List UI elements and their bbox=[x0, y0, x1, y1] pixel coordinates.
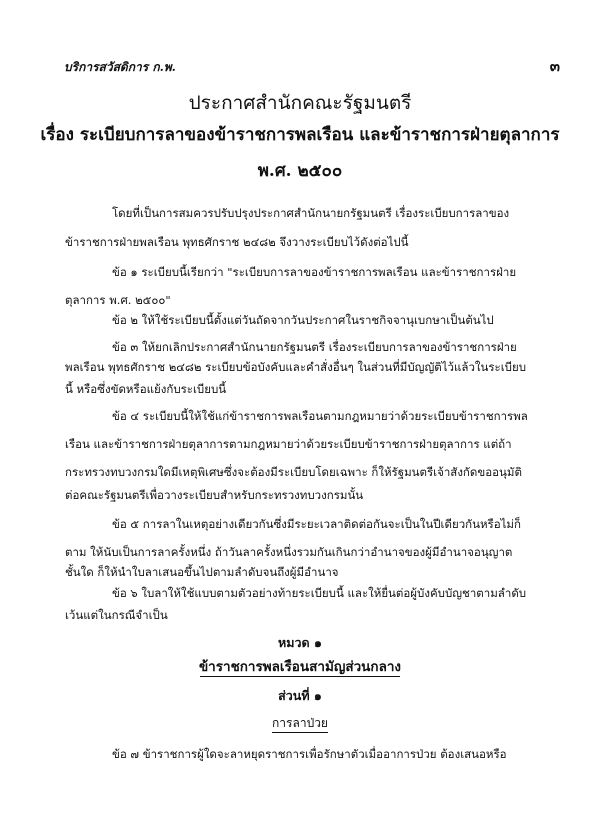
body-line: พลเรือน พุทธศักราช ๒๔๘๒ ระเบียบข้อบังคับและคำสั่งอื่นๆ ในส่วนที่มีบัญญัติไว้แล้วในระเบียบ bbox=[65, 360, 527, 374]
body-line: เรือน และข้าราชการฝ่ายตุลาการตามกฎหมายว่าด้วยระเบียบข้าราชการฝ่ายตุลาการ แต่ถ้า bbox=[65, 437, 512, 451]
year-title: พ.ศ. ๒๕๐๐ bbox=[257, 161, 343, 181]
body-line: ข้อ ๑ ระเบียบนี้เรียกว่า "ระเบียบการลาของข้าราชการพลเรือน และข้าราชการฝ่าย bbox=[112, 265, 517, 279]
body-line: ตุลาการ พ.ศ. ๒๕๐๐" bbox=[65, 293, 171, 307]
topic-underline bbox=[272, 732, 328, 733]
body-line: ข้อ ๒ ให้ใช้ระเบียบนี้ตั้งแต่วันถัดจากวันประกาศในราชกิจจานุเบกษาเป็นต้นไป bbox=[112, 313, 494, 327]
body-line: ข้าราชการฝ่ายพลเรือน พุทธศักราช ๒๔๘๒ จึงวางระเบียบไว้ดังต่อไปนี้ bbox=[65, 235, 409, 249]
topic-heading: การลาป่วย bbox=[272, 716, 328, 730]
body-line: ข้อ ๔ ระเบียบนี้ให้ใช้แก่ข้าราชการพลเรือนตามกฎหมายว่าด้วยระเบียบข้าราชการพล bbox=[112, 409, 528, 423]
body-line: ข้อ ๕ การลาในเหตุอย่างเดียวกันซึ่งมีระยะเวลาติดต่อกันจะเป็นในปีเดียวกันหรือไม่ก็ bbox=[112, 517, 521, 531]
body-line: ข้อ ๖ ใบลาให้ใช้แบบตามตัวอย่างท้ายระเบียบนี้ และให้ยื่นต่อผู้บังคับบัญชาตามลำดับ bbox=[112, 586, 527, 600]
part-heading: ส่วนที่ ๑ bbox=[278, 688, 322, 703]
running-header: บริการสวัสดิการ ก.พ. bbox=[64, 60, 176, 74]
body-line: กระทรวงทบวงกรมใดมีเหตุพิเศษซึ่งจะต้องมีระเบียบโดยเฉพาะ ก็ให้รัฐมนตรีเจ้าสังกัดขออนุมัติ bbox=[65, 465, 522, 479]
body-line: เว้นแต่ในกรณีจำเป็น bbox=[65, 608, 168, 622]
body-line: ข้อ ๗ ข้าราชการผู้ใดจะลาหยุดราชการเพื่อรักษาตัวเมื่ออาการป่วย ต้องเสนอหรือ bbox=[112, 747, 507, 761]
page-number: ๓ bbox=[549, 57, 560, 75]
body-line: โดยที่เป็นการสมควรปรับปรุงประกาศสำนักนายกรัฐมนตรี เรื่องระเบียบการลาของ bbox=[112, 206, 510, 220]
body-line: ข้อ ๓ ให้ยกเลิกประกาศสำนักนายกรัฐมนตรี เรื่องระเบียบการลาของข้าราชการฝ่าย bbox=[112, 340, 517, 354]
body-line: ชั้นใด ก็ให้นำใบลาเสนอขึ้นไปตามลำดับจนถึงผู้มีอำนาจ bbox=[65, 565, 339, 579]
subject-title: เรื่อง ระเบียบการลาของข้าราชการพลเรือน และข้าราชการฝ่ายตุลาการ bbox=[40, 125, 560, 145]
body-line: นี้ หรือซึ่งขัดหรือแย้งกับระเบียบนี้ bbox=[65, 382, 227, 396]
body-line: ตาม ให้นับเป็นการลาครั้งหนึ่ง ถ้าวันลาครั้งหนึ่งรวมกันเกินกว่าอำนาจของผู้มีอำนาจอนุญาต bbox=[65, 545, 513, 559]
subheading-underline bbox=[200, 676, 400, 677]
announcement-title: ประกาศสำนักคณะรัฐมนตรี bbox=[188, 92, 412, 114]
chapter-heading: หมวด ๑ bbox=[278, 635, 322, 650]
chapter-subheading: ข้าราชการพลเรือนสามัญส่วนกลาง bbox=[198, 659, 402, 675]
body-line: ต่อคณะรัฐมนตรีเพื่อวางระเบียบสำหรับกระทรวงทบวงกรมนั้น bbox=[65, 488, 364, 502]
